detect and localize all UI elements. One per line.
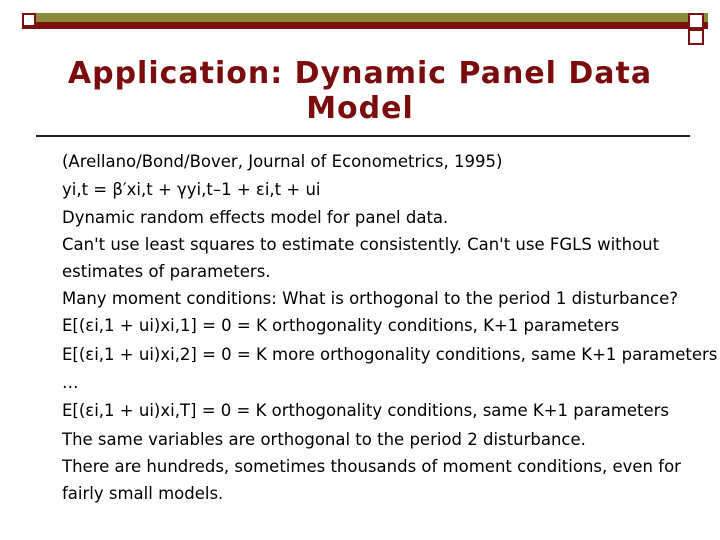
moment-equation-1: E[(εi,1 + ui)xi,1] = 0 = K orthogonality conditions, K+1 parameters xyxy=(62,316,620,335)
moment-equation-T: E[(εi,1 + ui)xi,T] = 0 = K orthogonality conditions, same K+1 parameters xyxy=(62,401,669,420)
corner-box-bottom xyxy=(688,29,704,45)
body-line-period2: The same variables are orthogonal to the period 2 disturbance. xyxy=(62,430,586,449)
body-line-hundreds: There are hundreds, sometimes thousands of moment conditions, even for xyxy=(62,457,681,476)
body-line-small-models: fairly small models. xyxy=(62,484,224,503)
title-rule xyxy=(36,135,690,137)
moment-equation-2: E[(εi,1 + ui)xi,2] = 0 = K more orthogonality conditions, same K+1 parameters xyxy=(62,345,718,364)
corner-box-top xyxy=(688,13,704,29)
body-line-dynamic-re: Dynamic random effects model for panel data. xyxy=(62,208,449,227)
ellipsis-line: … xyxy=(62,373,79,392)
citation-line: (Arellano/Bond/Bover, Journal of Econometrics, 1995) xyxy=(62,152,503,171)
slide-title: Application: Dynamic Panel Data Model xyxy=(67,56,653,126)
model-equation: yi,t = β′xi,t + γyi,t–1 + εi,t + ui xyxy=(62,180,321,199)
body-line-estimates: estimates of parameters. xyxy=(62,262,271,281)
body-line-moment-conditions: Many moment conditions: What is orthogonal to the period 1 disturbance? xyxy=(62,289,679,308)
body-line-least-squares: Can't use least squares to estimate consistently. Can't use FGLS without xyxy=(62,235,660,254)
top-frame-bar xyxy=(22,13,708,27)
top-left-box xyxy=(22,13,36,27)
